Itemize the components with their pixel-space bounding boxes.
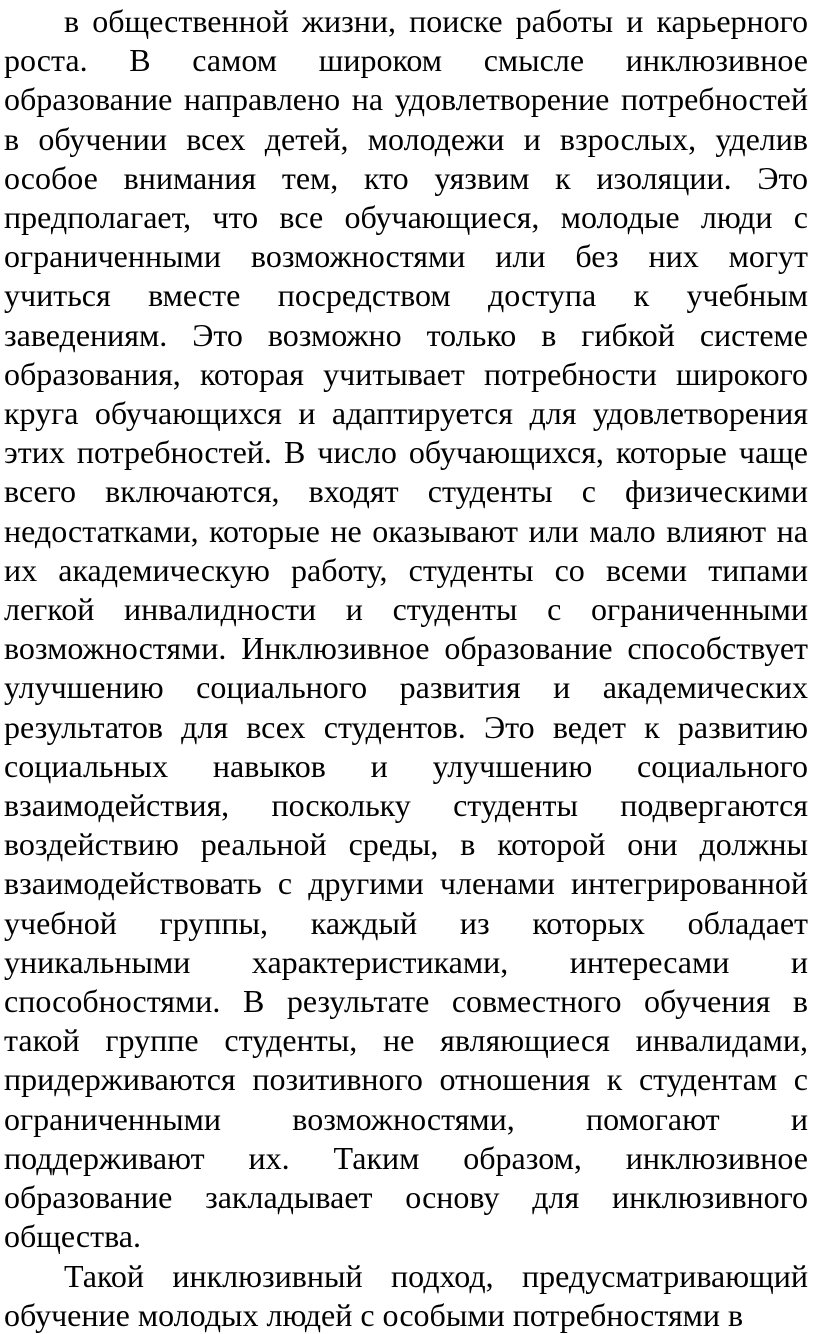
paragraph-inclusive-education: в общественной жизни, поиске работы и карьерного роста. В самом широком смысле инклюзивное образование направлено на удовлетворение потребностей в обучении всех детей, молодежи и взрослых, уделив особое внимания тем, кто уязвим к изоляции. Это предполагает, что все обучающиеся, молодые люди с ограниченными возможностями или без них могут учиться вместе посредством доступа к учебным заведениям. Это возможно только в гибкой системе образования, которая учитывает потребности широкого круга обучающихся и адаптируется для удовлетворения этих потребностей. В число обучающихся, которые чаще всего включаются, входят студенты с физическими недостатками, которые не оказывают или мало влияют на их академическую работу, студенты со всеми типами легкой инвалидности и студенты с ограниченными возможностями. Инклюзивное образование способствует улучшению социального развития и академических результатов для всех студентов. Это ведет к развитию социальных навыков и улучшению социального взаимодействия, поскольку студенты подвергаются воздействию реальной среды, в которой они должны взаимодействовать с другими членами интегрированной учебной группы, каждый из которых обладает уникальными характеристиками, интересами и способностями. В результате совместного обучения в такой группе студенты, не являющиеся инвалидами, придерживаются позитивного отношения к студентам с ограниченными возможностями, помогают и поддерживают их. Таким образом, инклюзивное образование закладывает основу для инклюзивного общества. bbox=[4, 3, 808, 1255]
paragraph-inclusive-approach: Такой инклюзивный подход, предусматривающий обучение молодых людей с особыми потребностями в bbox=[4, 1257, 808, 1333]
